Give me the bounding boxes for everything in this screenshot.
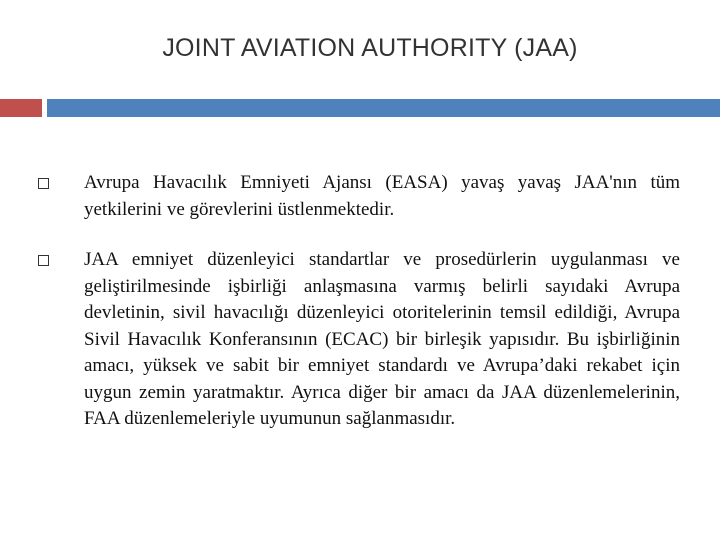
bullet-list xyxy=(38,170,680,433)
bullet-text: JAA emniyet düzenleyici standartlar ve prosedürlerin uygulanması ve geliştirilmesinde işbirliği anlaşmasına varmış belirli sayıdaki Avrupa devletinin, sivil havacılığı düzenleyici otoritelerinin temsil edildiği, Avrupa Sivil Havacılık Konferansının (ECAC) bir birleşik yapısıdır. Bu işbirliğinin amacı, yüksek ve sabit bir emniyet standardı ve Avrupa’daki rekabet için uygun zemin yaratmaktır. Ayrıca diğer bir amacı da JAA düzenlemelerinin, FAA düzenlemeleriyle uyumunun sağlanmasıdır. xyxy=(84,249,680,429)
hollow-square-icon xyxy=(38,178,49,189)
bullet-item xyxy=(38,247,680,433)
accent-bar-blue xyxy=(47,99,720,117)
bullet-item xyxy=(38,170,680,223)
hollow-square-icon xyxy=(38,255,49,266)
bullet-text: Avrupa Havacılık Emniyeti Ajansı (EASA) yavaş yavaş JAA'nın tüm yetkilerini ve görevlerini üstlenmektedir. xyxy=(84,172,680,220)
accent-bar-red xyxy=(0,99,42,117)
slide-title: JOINT AVIATION AUTHORITY (JAA) xyxy=(162,34,578,62)
